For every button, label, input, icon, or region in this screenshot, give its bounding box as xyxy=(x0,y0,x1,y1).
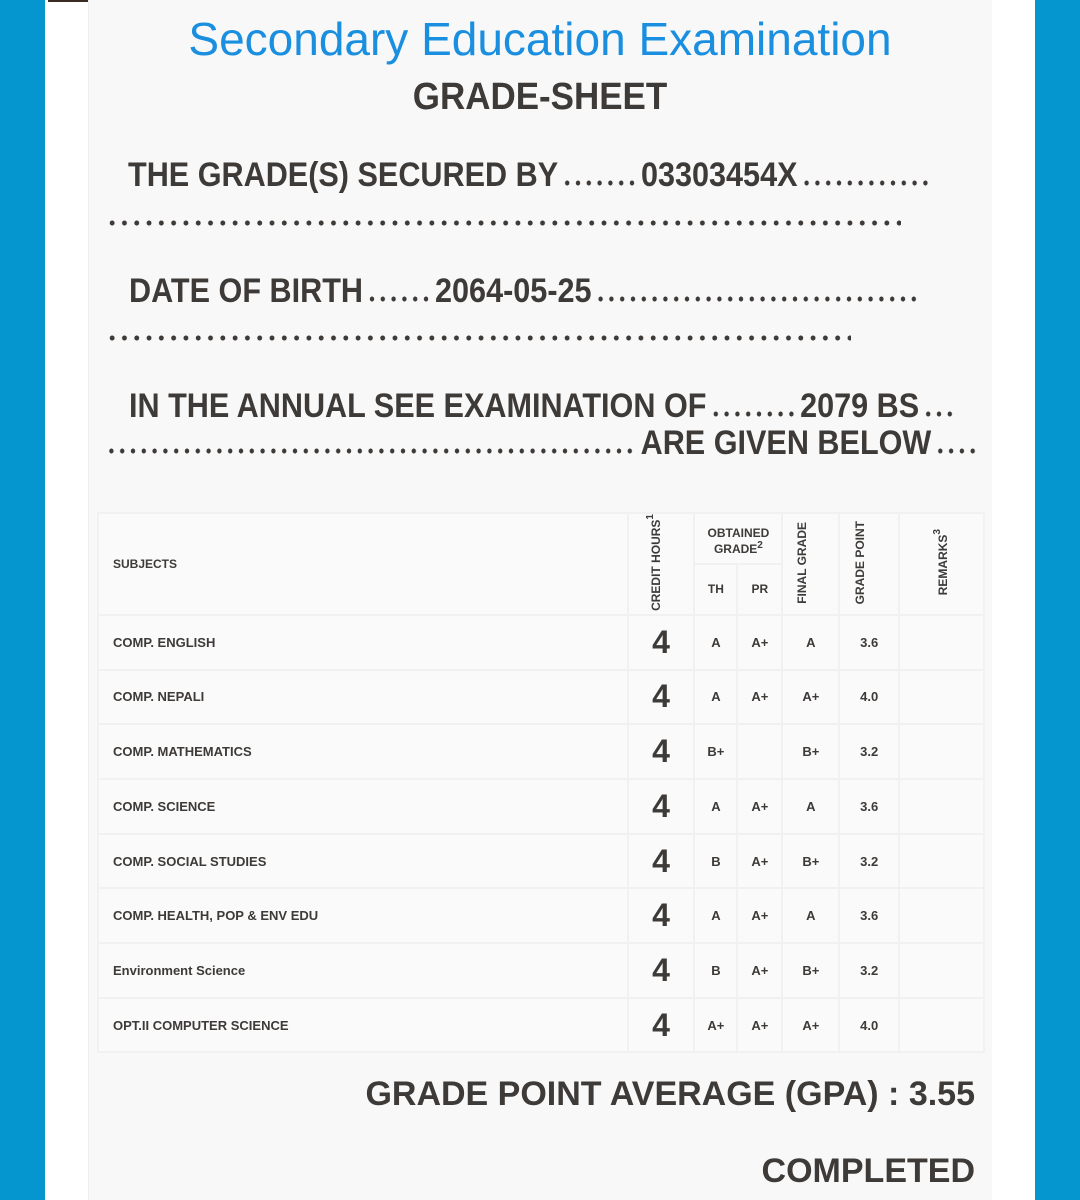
exam-line xyxy=(129,387,959,426)
subject-cell: COMP. ENGLISH xyxy=(98,615,628,670)
th-grade-cell: A xyxy=(694,670,737,725)
pr-grade-cell: A+ xyxy=(737,670,782,725)
secured-by-label: THE GRADE(S) SECURED BY xyxy=(128,156,559,194)
final-grade-cell: A xyxy=(782,888,839,943)
remarks-cell xyxy=(899,998,984,1053)
gpa-summary: GRADE POINT AVERAGE (GPA) : 3.55 xyxy=(365,1075,975,1113)
exam-title: Secondary Education Examination xyxy=(188,13,892,65)
grade-point-cell: 3.6 xyxy=(839,615,899,670)
dots xyxy=(935,447,978,455)
dob-line xyxy=(129,272,923,311)
pr-grade-cell: A+ xyxy=(737,998,782,1053)
final-grade-cell: A+ xyxy=(782,998,839,1053)
grade-sheet-heading: GRADE-SHEET xyxy=(412,76,668,118)
th-grade-cell: B xyxy=(694,834,737,889)
grade-point-cell: 3.6 xyxy=(839,779,899,834)
subject-cell: COMP. SOCIAL STUDIES xyxy=(98,834,628,889)
th-grade-cell: A+ xyxy=(694,998,737,1053)
given-below-line xyxy=(106,424,982,463)
pr-grade-cell: A+ xyxy=(737,834,782,889)
credit-hours-cell: 4 xyxy=(628,615,695,670)
given-below-text: ARE GIVEN BELOW xyxy=(640,424,932,462)
final-grade-cell: B+ xyxy=(782,724,839,779)
credit-hours-cell: 4 xyxy=(628,670,695,725)
remarks-cell xyxy=(899,670,984,725)
dotted-line xyxy=(106,219,901,227)
result-status: COMPLETED xyxy=(761,1152,975,1190)
grade-point-cell: 4.0 xyxy=(839,670,899,725)
grades-table xyxy=(97,512,985,1053)
grade-point-cell: 4.0 xyxy=(839,998,899,1053)
pr-grade-cell xyxy=(737,724,782,779)
table-row xyxy=(98,943,984,998)
dots xyxy=(367,295,432,303)
header-th: TH xyxy=(694,564,737,615)
subject-cell: COMP. HEALTH, POP & ENV EDU xyxy=(98,888,628,943)
table-row xyxy=(98,779,984,834)
grade-point-cell: 3.2 xyxy=(839,724,899,779)
dob-label: DATE OF BIRTH xyxy=(129,272,364,310)
credit-hours-cell: 4 xyxy=(628,888,695,943)
credit-hours-cell: 4 xyxy=(628,834,695,889)
dots xyxy=(710,410,796,418)
subject-cell: COMP. MATHEMATICS xyxy=(98,724,628,779)
grade-point-cell: 3.2 xyxy=(839,943,899,998)
header-remarks: REMARKS$^3$ xyxy=(899,513,984,615)
symbol-number: 03303454X xyxy=(640,156,798,194)
dots xyxy=(923,410,955,418)
credit-hours-cell: 4 xyxy=(628,779,695,834)
pr-grade-cell: A+ xyxy=(737,779,782,834)
header-subjects: SUBJECTS xyxy=(98,513,628,615)
header-credit-hours: CREDIT HOURS$^1$ xyxy=(628,513,695,615)
pr-grade-cell: A+ xyxy=(737,943,782,998)
th-grade-cell: A xyxy=(694,779,737,834)
final-grade-cell: B+ xyxy=(782,943,839,998)
subject-cell: COMP. NEPALI xyxy=(98,670,628,725)
header-obtained-grade: OBTAINED GRADE$^2$ xyxy=(694,513,782,564)
subject-cell: OPT.II COMPUTER SCIENCE xyxy=(98,998,628,1053)
exam-label: IN THE ANNUAL SEE EXAMINATION OF xyxy=(129,387,707,425)
dotted-line xyxy=(106,334,851,342)
header-final-grade: FINAL GRADE xyxy=(782,513,839,615)
pr-grade-cell: A+ xyxy=(737,888,782,943)
remarks-cell xyxy=(899,834,984,889)
th-grade-cell: A xyxy=(694,615,737,670)
dots xyxy=(595,295,919,303)
table-row xyxy=(98,888,984,943)
th-grade-cell: A xyxy=(694,888,737,943)
final-grade-cell: A xyxy=(782,779,839,834)
header-grade-point: GRADE POINT xyxy=(839,513,899,615)
remarks-cell xyxy=(899,888,984,943)
header-pr: PR xyxy=(737,564,782,615)
grade-point-cell: 3.6 xyxy=(839,888,899,943)
credit-hours-cell: 4 xyxy=(628,943,695,998)
subject-cell: COMP. SCIENCE xyxy=(98,779,628,834)
remarks-cell xyxy=(899,615,984,670)
grade-point-cell: 3.2 xyxy=(839,834,899,889)
remarks-cell xyxy=(899,724,984,779)
remarks-cell xyxy=(899,779,984,834)
table-row xyxy=(98,834,984,889)
dots xyxy=(562,179,638,187)
dots xyxy=(801,179,931,187)
credit-hours-cell: 4 xyxy=(628,724,695,779)
table-row xyxy=(98,615,984,670)
table-row xyxy=(98,998,984,1053)
pr-grade-cell: A+ xyxy=(737,615,782,670)
final-grade-cell: A+ xyxy=(782,670,839,725)
dob-value: 2064-05-25 xyxy=(435,272,592,310)
final-grade-cell: A xyxy=(782,615,839,670)
th-grade-cell: B xyxy=(694,943,737,998)
dots xyxy=(106,447,637,455)
subject-cell: Environment Science xyxy=(98,943,628,998)
secured-by-line xyxy=(128,156,934,195)
table-row xyxy=(98,670,984,725)
final-grade-cell: B+ xyxy=(782,834,839,889)
exam-year: 2079 BS xyxy=(800,387,920,425)
table-row xyxy=(98,724,984,779)
remarks-cell xyxy=(899,943,984,998)
th-grade-cell: B+ xyxy=(694,724,737,779)
credit-hours-cell: 4 xyxy=(628,998,695,1053)
